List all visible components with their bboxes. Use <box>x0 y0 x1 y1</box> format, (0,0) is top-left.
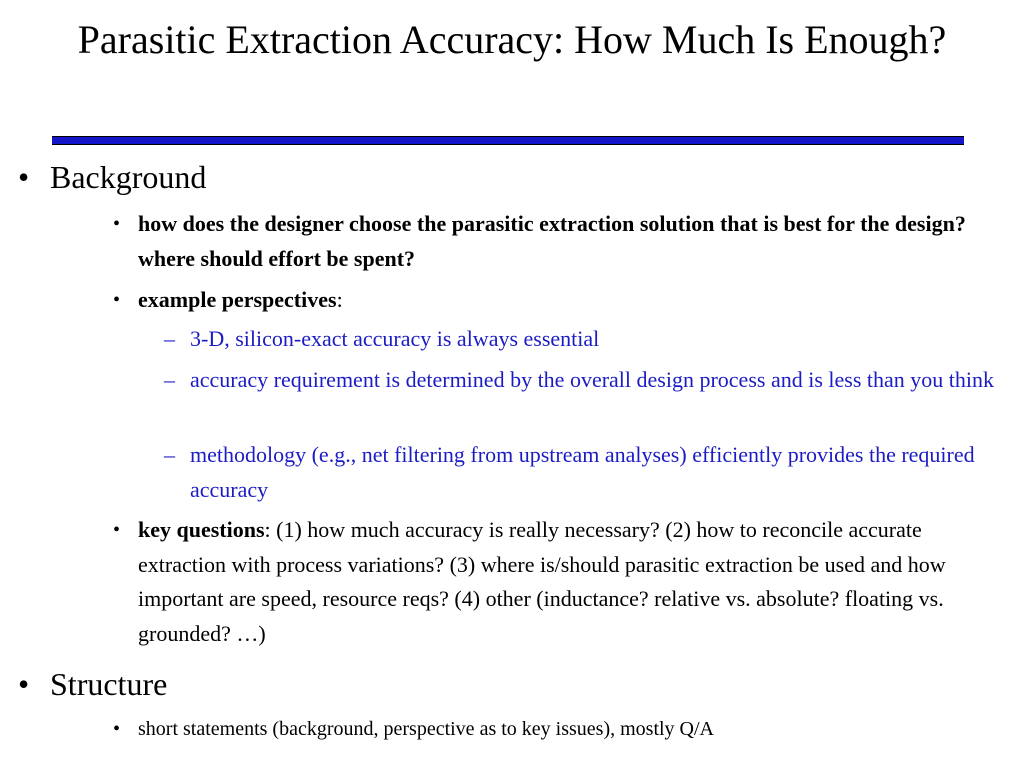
dash-icon: – <box>164 442 175 467</box>
bullet-structure-item <box>113 714 988 744</box>
dash-icon: – <box>164 326 175 351</box>
bullet-designer-question <box>113 207 988 276</box>
bullet-label: key questions <box>138 517 265 542</box>
dash-icon: – <box>164 367 175 392</box>
bullet-dot-icon: • <box>113 213 121 235</box>
bullet-dot-icon: • <box>113 519 121 541</box>
bullet-key-questions <box>113 513 988 651</box>
perspective-item <box>164 322 994 357</box>
perspective-text: 3-D, silicon-exact accuracy is always essential <box>190 326 600 351</box>
bullet-dot-icon: • <box>18 159 30 195</box>
bullet-dot-icon: • <box>18 666 30 702</box>
perspective-text: accuracy requirement is determined by the overall design process and is less than you think <box>190 367 994 392</box>
bullet-colon: : <box>336 287 343 312</box>
bullet-label: example perspectives <box>138 287 337 312</box>
bullet-example-perspectives <box>113 283 988 318</box>
perspective-item <box>164 438 994 507</box>
perspective-item <box>164 363 994 398</box>
bullet-dot-icon: • <box>113 289 121 311</box>
bullet-text: how does the designer choose the parasitic extraction solution that is best for the design? where should effort be spent? <box>138 211 966 271</box>
bullet-dot-icon: • <box>113 718 121 740</box>
title-divider <box>52 136 964 145</box>
bullet-label: Structure <box>50 666 168 702</box>
bullet-text: short statements (background, perspective as to key issues), mostly Q/A <box>138 718 714 740</box>
perspective-text: methodology (e.g., net filtering from upstream analyses) efficiently provides the required accuracy <box>190 442 975 502</box>
bullet-label: Background <box>50 159 207 195</box>
bullet-text: : (1) how much accuracy is really necessary? (2) how to reconcile accurate extraction with process variations? (3) where is/should parasitic extraction be used and how important are speed, resource reqs? (4) other (inductance? relative vs. absolute? floating vs. grounded? …) <box>138 517 946 646</box>
slide-title: Parasitic Extraction Accuracy: How Much Is Enough? <box>77 17 947 62</box>
